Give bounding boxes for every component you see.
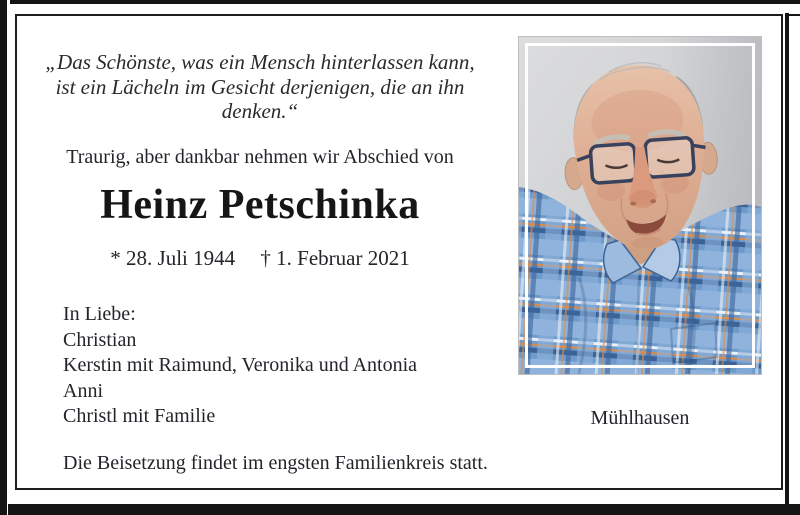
mourning-family-list bbox=[63, 302, 503, 430]
birth-date: * 28. Juli 1944 bbox=[110, 246, 236, 270]
portrait-illustration bbox=[519, 37, 761, 374]
family-member: Christian bbox=[63, 328, 137, 351]
memorial-quote-line-3: denken.“ bbox=[221, 99, 299, 123]
newspaper-column-rule-left bbox=[0, 0, 7, 515]
family-member: Anni bbox=[63, 379, 103, 402]
deceased-name: Heinz Petschinka bbox=[100, 182, 420, 228]
obituary-notice bbox=[15, 14, 783, 490]
memorial-quote-line-2: ist ein Lächeln im Gesicht derjenigen, die an ihn bbox=[55, 74, 465, 99]
memorial-quote bbox=[37, 50, 483, 124]
photo-location-caption: Mühlhausen bbox=[590, 407, 690, 429]
family-member: Christl mit Familie bbox=[63, 405, 216, 427]
newspaper-column-rule-right bbox=[785, 13, 789, 515]
funeral-information: Die Beisetzung findet im engsten Familienkreis statt. bbox=[63, 452, 488, 474]
life-dates bbox=[37, 246, 483, 271]
death-date: † 1. Februar 2021 bbox=[260, 246, 410, 270]
family-list-heading: In Liebe: bbox=[63, 303, 136, 325]
farewell-intro-text: Traurig, aber dankbar nehmen wir Abschied von bbox=[66, 146, 454, 168]
memorial-quote-line-1: „Das Schönste, was ein Mensch hinterlassen kann, bbox=[45, 50, 475, 74]
family-member: Kerstin mit Raimund, Veronika und Antonia bbox=[63, 354, 418, 376]
newspaper-column-rule-top bbox=[10, 0, 800, 4]
newspaper-column-rule-right-connector bbox=[785, 14, 800, 16]
newspaper-column-rule-bottom bbox=[8, 504, 800, 515]
portrait-photo bbox=[519, 37, 761, 374]
